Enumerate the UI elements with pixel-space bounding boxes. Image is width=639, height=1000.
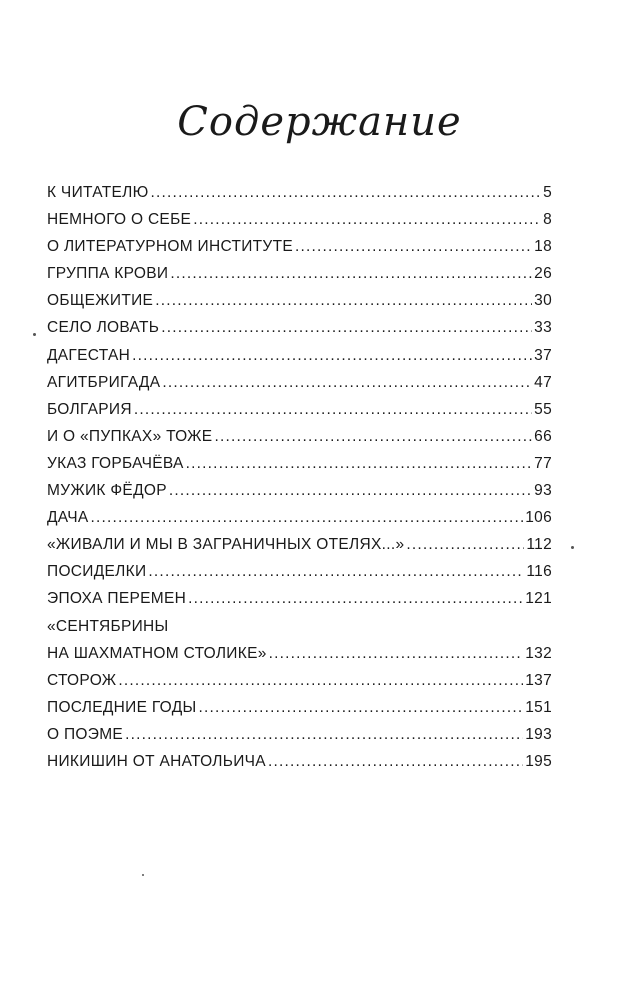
toc-entry — [47, 206, 552, 233]
toc-entry-page: 66 — [534, 427, 552, 445]
toc-entry — [47, 396, 552, 423]
toc-entry-page: 93 — [534, 482, 552, 500]
toc-entry — [47, 531, 552, 558]
dot-leader — [295, 233, 532, 260]
toc-entry-title: НА ШАХМАТНОМ СТОЛИКЕ» — [47, 644, 267, 662]
toc-entry-page: 5 — [543, 184, 552, 201]
toc-entry — [47, 558, 552, 585]
toc-entry-title: ЭПОХА ПЕРЕМЕН — [47, 590, 187, 608]
paper-speck — [571, 546, 574, 549]
dot-leader — [199, 694, 524, 721]
dot-leader — [118, 667, 523, 694]
toc-entry-title: НЕМНОГО О СЕБЕ — [47, 211, 192, 229]
dot-leader — [169, 477, 532, 504]
dot-leader — [406, 531, 524, 558]
dot-leader — [214, 423, 532, 450]
toc-entry — [47, 179, 552, 206]
toc-entry-page: 106 — [525, 509, 552, 527]
toc-entry — [47, 694, 552, 721]
toc-entry-title: О ПОЭМЕ — [47, 725, 124, 743]
toc-entry — [47, 287, 552, 314]
toc-entry-page: 77 — [534, 454, 552, 472]
toc-entry-title: И О «ПУПКАХ» ТОЖЕ — [47, 427, 213, 445]
table-of-contents — [47, 179, 552, 775]
dot-leader — [269, 640, 524, 667]
toc-entry-page: 8 — [543, 211, 552, 229]
toc-entry-title: ПОСИДЕЛКИ — [47, 563, 147, 581]
dot-leader — [161, 314, 532, 341]
toc-entry-title: ГРУППА КРОВИ — [47, 265, 169, 283]
paper-speck — [142, 874, 144, 876]
dot-leader — [148, 558, 524, 585]
toc-entry-title: «СЕНТЯБРИНЫ — [47, 617, 169, 635]
toc-entry-title: ДАЧА — [47, 509, 89, 527]
toc-entry — [47, 721, 552, 748]
page-title: Содержание — [177, 99, 462, 145]
dot-leader — [134, 396, 532, 423]
toc-entry-title: ДАГЕСТАН — [47, 346, 131, 364]
dot-leader — [125, 721, 523, 748]
toc-entry-page: 151 — [525, 698, 552, 716]
toc-entry-page: 18 — [534, 238, 552, 256]
dot-leader — [91, 504, 524, 531]
toc-entry-title: УКАЗ ГОРБАЧЁВА — [47, 454, 184, 472]
toc-entry — [47, 342, 552, 369]
toc-entry-page: 132 — [525, 644, 552, 662]
toc-entry-title: О ЛИТЕРАТУРНОМ ИНСТИТУТЕ — [47, 238, 293, 256]
toc-entry-title: «ЖИВАЛИ И МЫ В ЗАГРАНИЧНЫХ ОТЕЛЯХ...» — [47, 536, 405, 554]
toc-entry — [47, 477, 552, 504]
toc-entry — [47, 369, 552, 396]
toc-entry — [47, 748, 552, 775]
dot-leader — [132, 342, 532, 369]
toc-entry-title: СТОРОЖ — [47, 671, 117, 689]
toc-entry — [47, 667, 552, 694]
toc-entry-title: К ЧИТАТЕЛЮ — [47, 184, 149, 201]
toc-entry — [47, 504, 552, 531]
toc-entry-page: 55 — [534, 400, 552, 418]
toc-entry-page: 37 — [534, 346, 552, 364]
toc-entry-page: 47 — [534, 373, 552, 391]
toc-entry-page: 137 — [525, 671, 552, 689]
dot-leader — [151, 179, 542, 206]
toc-entry — [47, 450, 552, 477]
toc-entry — [47, 314, 552, 341]
toc-entry-title: НИКИШИН ОТ АНАТОЛЬИЧА — [47, 752, 266, 770]
toc-entry-page: 116 — [526, 563, 552, 581]
toc-entry-title: МУЖИК ФЁДОР — [47, 482, 167, 500]
toc-entry-page: 193 — [525, 725, 552, 743]
toc-entry-page: 121 — [525, 590, 552, 608]
dot-leader — [170, 260, 532, 287]
toc-entry-title: СЕЛО ЛОВАТЬ — [47, 319, 160, 337]
toc-entry-title: БОЛГАРИЯ — [47, 400, 132, 418]
toc-entry-page: 30 — [534, 292, 552, 310]
toc-entry — [47, 233, 552, 260]
toc-entry-page: 33 — [534, 319, 552, 337]
toc-entry — [47, 260, 552, 287]
toc-entry-page: 26 — [534, 265, 552, 283]
dot-leader — [193, 206, 541, 233]
dot-leader — [188, 585, 523, 612]
paper-speck — [33, 333, 36, 336]
toc-entry-title: АГИТБРИГАДА — [47, 373, 161, 391]
dot-leader — [186, 450, 533, 477]
toc-entry — [47, 423, 552, 450]
toc-entry-title: ПОСЛЕДНИЕ ГОДЫ — [47, 698, 197, 716]
toc-entry-page: 112 — [526, 536, 552, 554]
toc-entry-title: ОБЩЕЖИТИЕ — [47, 292, 154, 310]
dot-leader — [162, 369, 532, 396]
toc-entry-page: 195 — [525, 752, 552, 770]
toc-entry — [47, 640, 552, 667]
dot-leader — [155, 287, 532, 314]
toc-entry — [47, 585, 552, 612]
dot-leader — [268, 748, 523, 775]
toc-entry-title-line — [47, 613, 552, 640]
